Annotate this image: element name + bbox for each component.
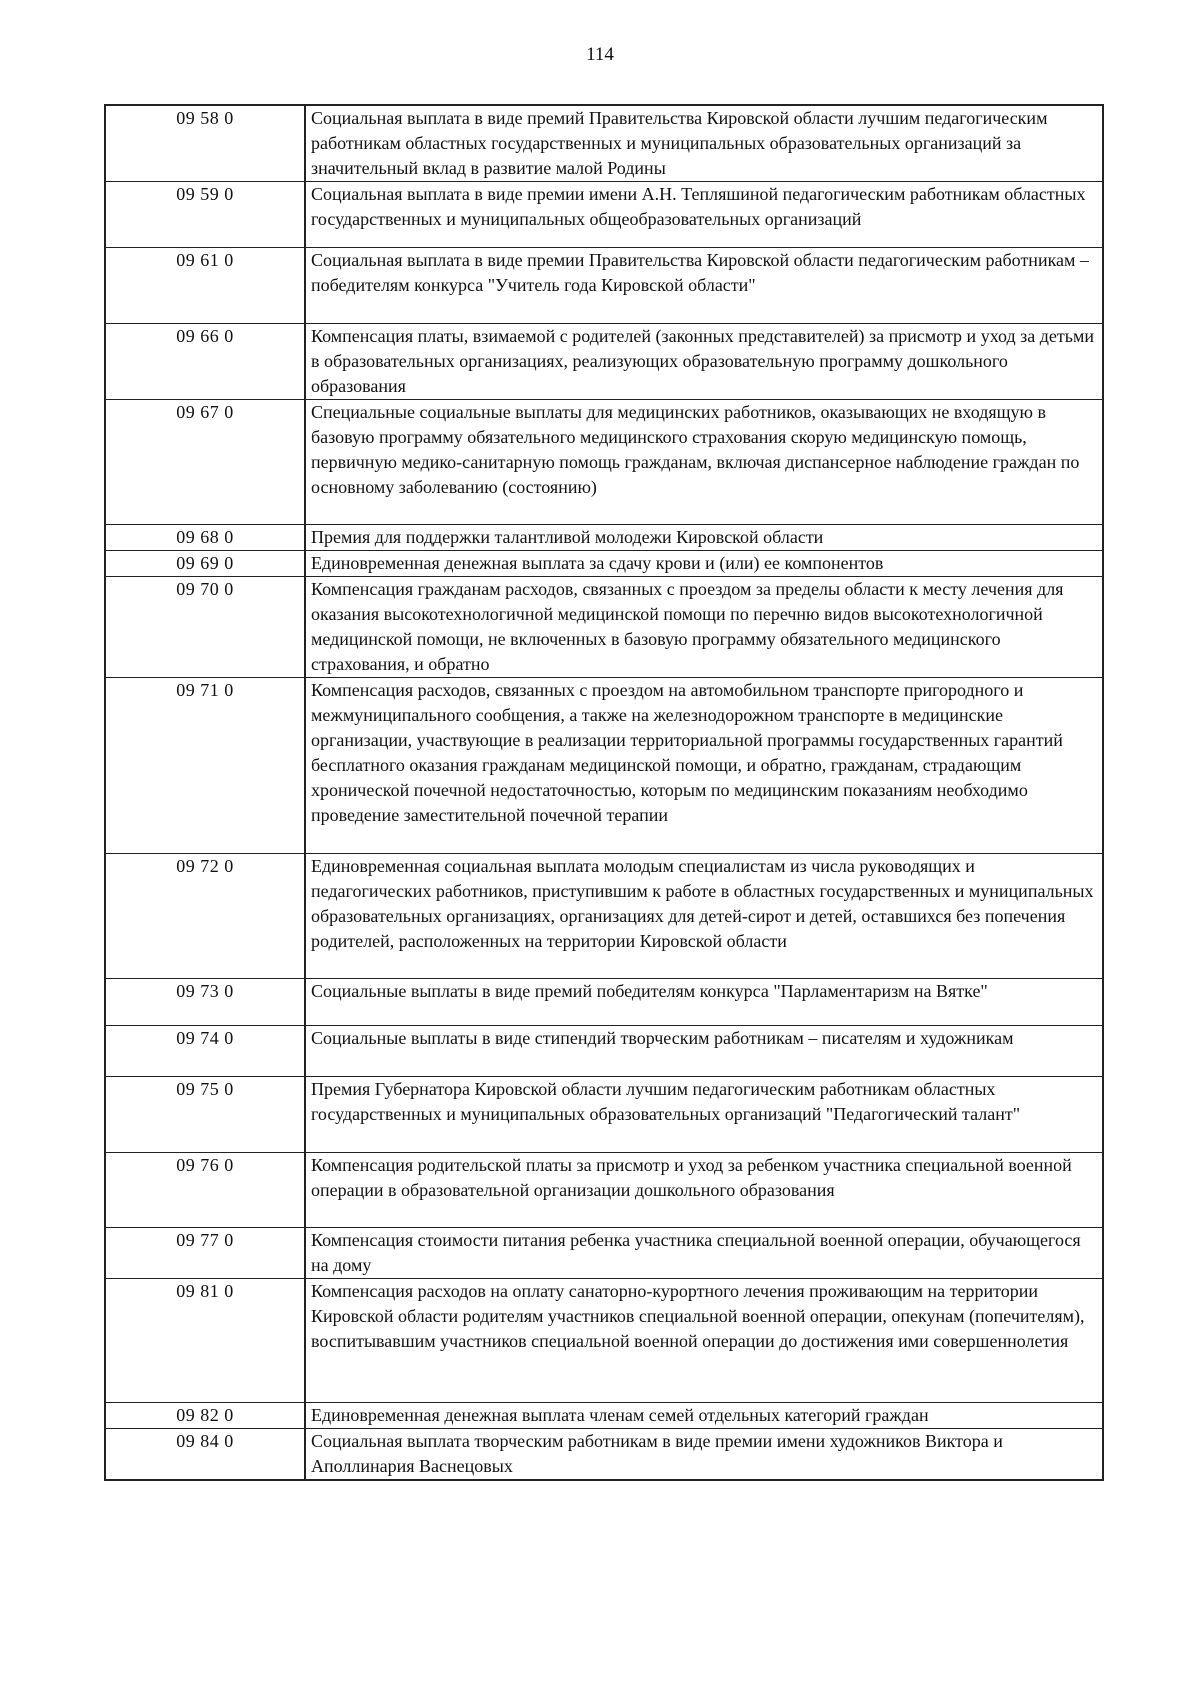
row-code: 09 59 0 [105, 182, 305, 248]
table-row [105, 1403, 1103, 1429]
table-row [105, 854, 1103, 979]
row-code: 09 66 0 [105, 324, 305, 400]
row-description: Специальные социальные выплаты для медицинских работников, оказывающих не входящую в базовую программу обязательного медицинского страхования скорую медицинскую помощь, первичную медико-санитарную помощь гражданам, включая диспансерное наблюдение граждан по основному заболеванию (состоянию) [305, 400, 1103, 525]
row-code: 09 69 0 [105, 551, 305, 577]
table-row [105, 1228, 1103, 1279]
row-description: Компенсация расходов, связанных с проездом на автомобильном транспорте пригородного и межмуниципального сообщения, а также на железнодорожном транспорте в медицинские организации, участвующие в реализации территориальной программы государственных гарантий бесплатного оказания гражданам медицинской помощи, и обратно, гражданам, страдающим хронической почечной недостаточностью, которым по медицинским показаниям необходимо проведение заместительной почечной терапии [305, 678, 1103, 854]
row-description: Премия для поддержки талантливой молодежи Кировской области [305, 525, 1103, 551]
table-row [105, 979, 1103, 1026]
row-description: Компенсация расходов на оплату санаторно-курортного лечения проживающим на территории Кировской области родителям участников специальной военной операции, опекунам (попечителям), воспитывавшим участников специальной военной операции до достижения ими совершеннолетия [305, 1279, 1103, 1403]
table-row [105, 525, 1103, 551]
row-code: 09 72 0 [105, 854, 305, 979]
row-description: Премия Губернатора Кировской области лучшим педагогическим работникам областных государственных и муниципальных образовательных организаций "Педагогический талант" [305, 1077, 1103, 1153]
row-code: 09 61 0 [105, 248, 305, 324]
table-row [105, 678, 1103, 854]
row-code: 09 82 0 [105, 1403, 305, 1429]
row-description: Компенсация платы, взимаемой с родителей (законных представителей) за присмотр и уход за детьми в образовательных организациях, реализующих образовательную программу дошкольного образования [305, 324, 1103, 400]
table-row [105, 105, 1103, 182]
row-description: Социальная выплата в виде премии имени А.Н. Тепляшиной педагогическим работникам областных государственных и муниципальных общеобразовательных организаций [305, 182, 1103, 248]
row-code: 09 84 0 [105, 1429, 305, 1481]
row-description: Социальная выплата в виде премии Правительства Кировской области педагогическим работникам – победителям конкурса "Учитель года Кировской области" [305, 248, 1103, 324]
page-number: 114 [586, 44, 614, 65]
row-code: 09 74 0 [105, 1026, 305, 1077]
row-code: 09 77 0 [105, 1228, 305, 1279]
table-row [105, 1279, 1103, 1403]
row-description: Социальные выплаты в виде стипендий творческим работникам – писателям и художникам [305, 1026, 1103, 1077]
table-row [105, 248, 1103, 324]
row-code: 09 58 0 [105, 105, 305, 182]
row-description: Социальные выплаты в виде премий победителям конкурса "Парламентаризм на Вятке" [305, 979, 1103, 1026]
row-description: Единовременная денежная выплата за сдачу крови и (или) ее компонентов [305, 551, 1103, 577]
table-row [105, 324, 1103, 400]
row-code: 09 75 0 [105, 1077, 305, 1153]
row-description: Единовременная денежная выплата членам семей отдельных категорий граждан [305, 1403, 1103, 1429]
row-description: Компенсация гражданам расходов, связанных с проездом за пределы области к месту лечения для оказания высокотехнологичной медицинской помощи по перечню видов высокотехнологичной медицинской помощи, не включенных в базовую программу обязательного медицинского страхования, и обратно [305, 577, 1103, 678]
table-row [105, 400, 1103, 525]
table-row [105, 551, 1103, 577]
row-code: 09 70 0 [105, 577, 305, 678]
row-code: 09 76 0 [105, 1153, 305, 1228]
row-description: Компенсация стоимости питания ребенка участника специальной военной операции, обучающегося на дому [305, 1228, 1103, 1279]
row-description: Социальная выплата творческим работникам в виде премии имени художников Виктора и Аполлинария Васнецовых [305, 1429, 1103, 1481]
table-row [105, 1077, 1103, 1153]
row-code: 09 68 0 [105, 525, 305, 551]
table-row [105, 182, 1103, 248]
row-code: 09 73 0 [105, 979, 305, 1026]
table-row [105, 1026, 1103, 1077]
table-row [105, 577, 1103, 678]
table-row [105, 1153, 1103, 1228]
row-code: 09 67 0 [105, 400, 305, 525]
table-row [105, 1429, 1103, 1481]
row-description: Единовременная социальная выплата молодым специалистам из числа руководящих и педагогических работников, приступившим к работе в областных государственных и муниципальных образовательных организациях, организациях для детей-сирот и детей, оставшихся без попечения родителей, расположенных на территории Кировской области [305, 854, 1103, 979]
row-code: 09 81 0 [105, 1279, 305, 1403]
row-description: Компенсация родительской платы за присмотр и уход за ребенком участника специальной военной операции в образовательной организации дошкольного образования [305, 1153, 1103, 1228]
row-code: 09 71 0 [105, 678, 305, 854]
budget-codes-table [104, 104, 1104, 1481]
row-description: Социальная выплата в виде премий Правительства Кировской области лучшим педагогическим работникам областных государственных и муниципальных образовательных организаций за значительный вклад в развитие малой Родины [305, 105, 1103, 182]
